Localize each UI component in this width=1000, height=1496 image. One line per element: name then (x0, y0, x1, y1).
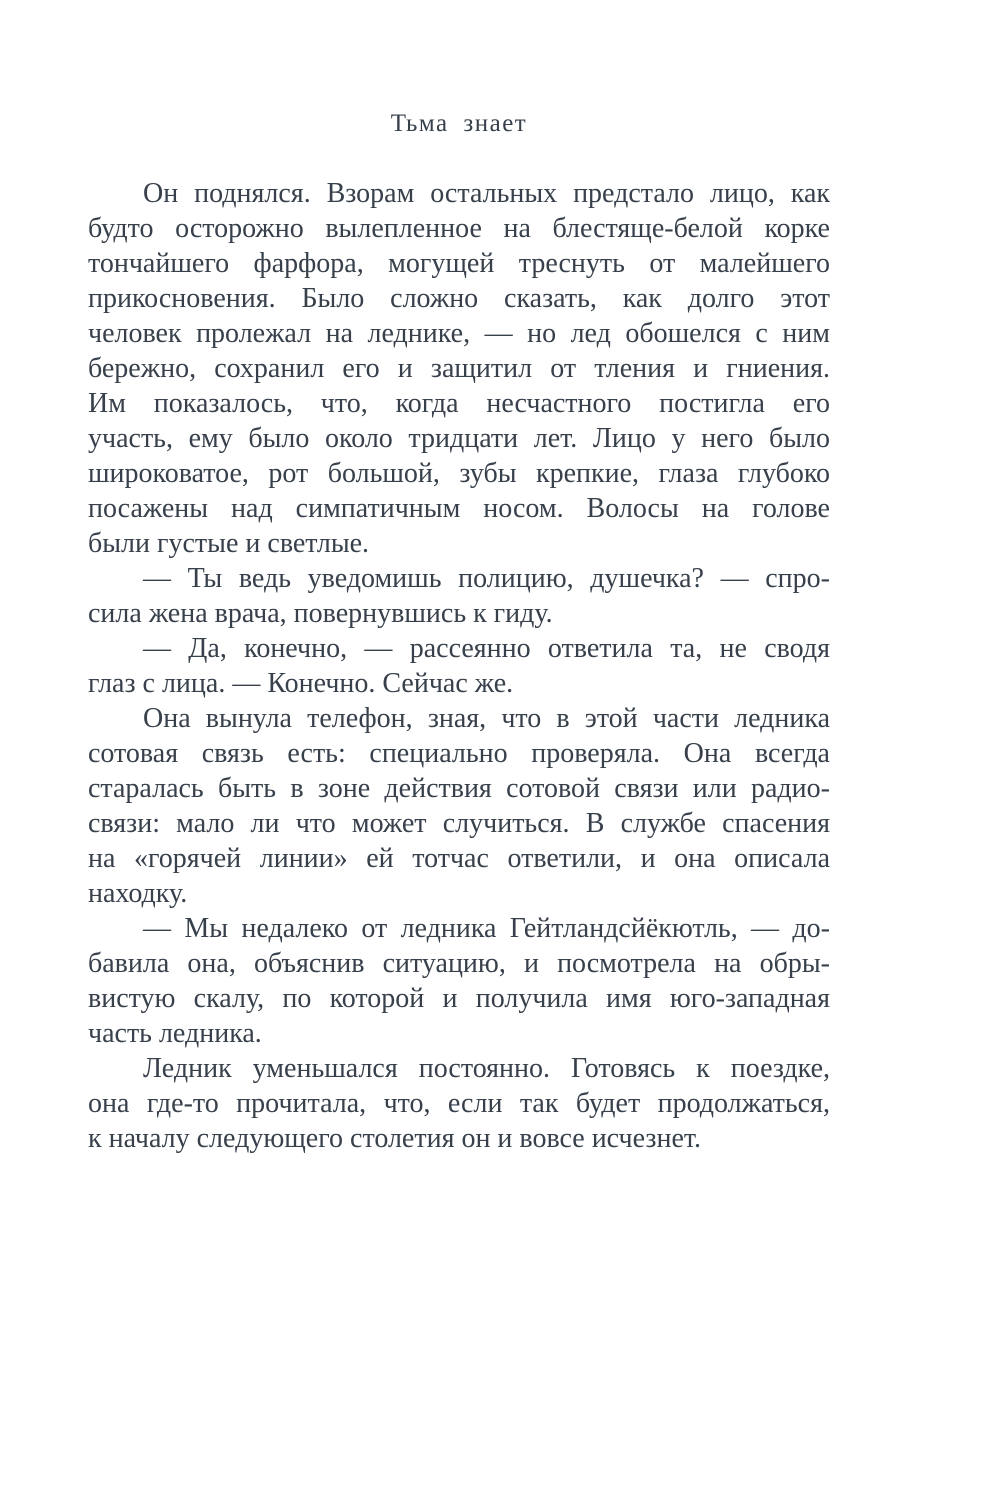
text-line: участь, ему было около тридцати лет. Лицо у него было (88, 423, 830, 454)
running-head: Тьма знает (390, 110, 528, 137)
paragraph (88, 631, 830, 701)
text-line: будто осторожно вылепленное на блестяще-белой корке (88, 213, 830, 244)
text-line: старалась быть в зоне действия сотовой связи или радио- (88, 773, 830, 804)
text-line: сотовая связь есть: специально проверяла. Она всегда (88, 738, 830, 769)
text-line: — Ты ведь уведомишь полицию, душечка? — спро- (143, 563, 830, 594)
text-line: сила жена врача, повернувшись к гиду. (88, 598, 553, 629)
text-line: на «горячей линии» ей тотчас ответили, и она описала (88, 843, 830, 874)
text-line: — Мы недалеко от ледника Гейтландсйёкютль, — до- (143, 913, 830, 944)
text-line: Ледник уменьшался постоянно. Готовясь к поездке, (143, 1053, 830, 1084)
page-text (88, 176, 830, 1156)
text-line: бавила она, объяснив ситуацию, и посмотрела на обры- (88, 948, 830, 979)
text-line: тончайшего фарфора, могущей треснуть от малейшего (88, 248, 830, 279)
text-line: находку. (88, 878, 188, 909)
text-line: были густые и светлые. (88, 528, 370, 559)
text-line: — Да, конечно, — рассеянно ответила та, не сводя (143, 633, 830, 664)
text-line: часть ледника. (88, 1018, 262, 1049)
paragraph (88, 701, 830, 911)
text-line: человек пролежал на леднике, — но лед обошелся с ним (88, 318, 830, 349)
text-line: прикосновения. Было сложно сказать, как долго этот (88, 283, 830, 314)
text-line: к началу следующего столетия он и вовсе исчезнет. (88, 1123, 702, 1154)
paragraph (88, 1051, 830, 1156)
text-line: вистую скалу, по которой и получила имя юго-западная (88, 983, 830, 1014)
paragraph (88, 911, 830, 1051)
text-line: широковатое, рот большой, зубы крепкие, глаза глубоко (88, 458, 830, 489)
text-line: бережно, сохранил его и защитил от тления и гниения. (88, 353, 830, 384)
text-line: глаз с лица. — Конечно. Сейчас же. (88, 668, 514, 699)
text-line: Им показалось, что, когда несчастного постигла его (88, 388, 830, 419)
text-line: посажены над симпатичным носом. Волосы на голове (88, 493, 830, 524)
text-line: связи: мало ли что может случиться. В службе спасения (88, 808, 830, 839)
paragraph (88, 561, 830, 631)
paragraph (88, 176, 830, 561)
text-line: Она вынула телефон, зная, что в этой части ледника (143, 703, 830, 734)
text-line: Он поднялся. Взорам остальных предстало лицо, как (143, 178, 830, 209)
text-line: она где-то прочитала, что, если так будет продолжаться, (88, 1088, 830, 1119)
